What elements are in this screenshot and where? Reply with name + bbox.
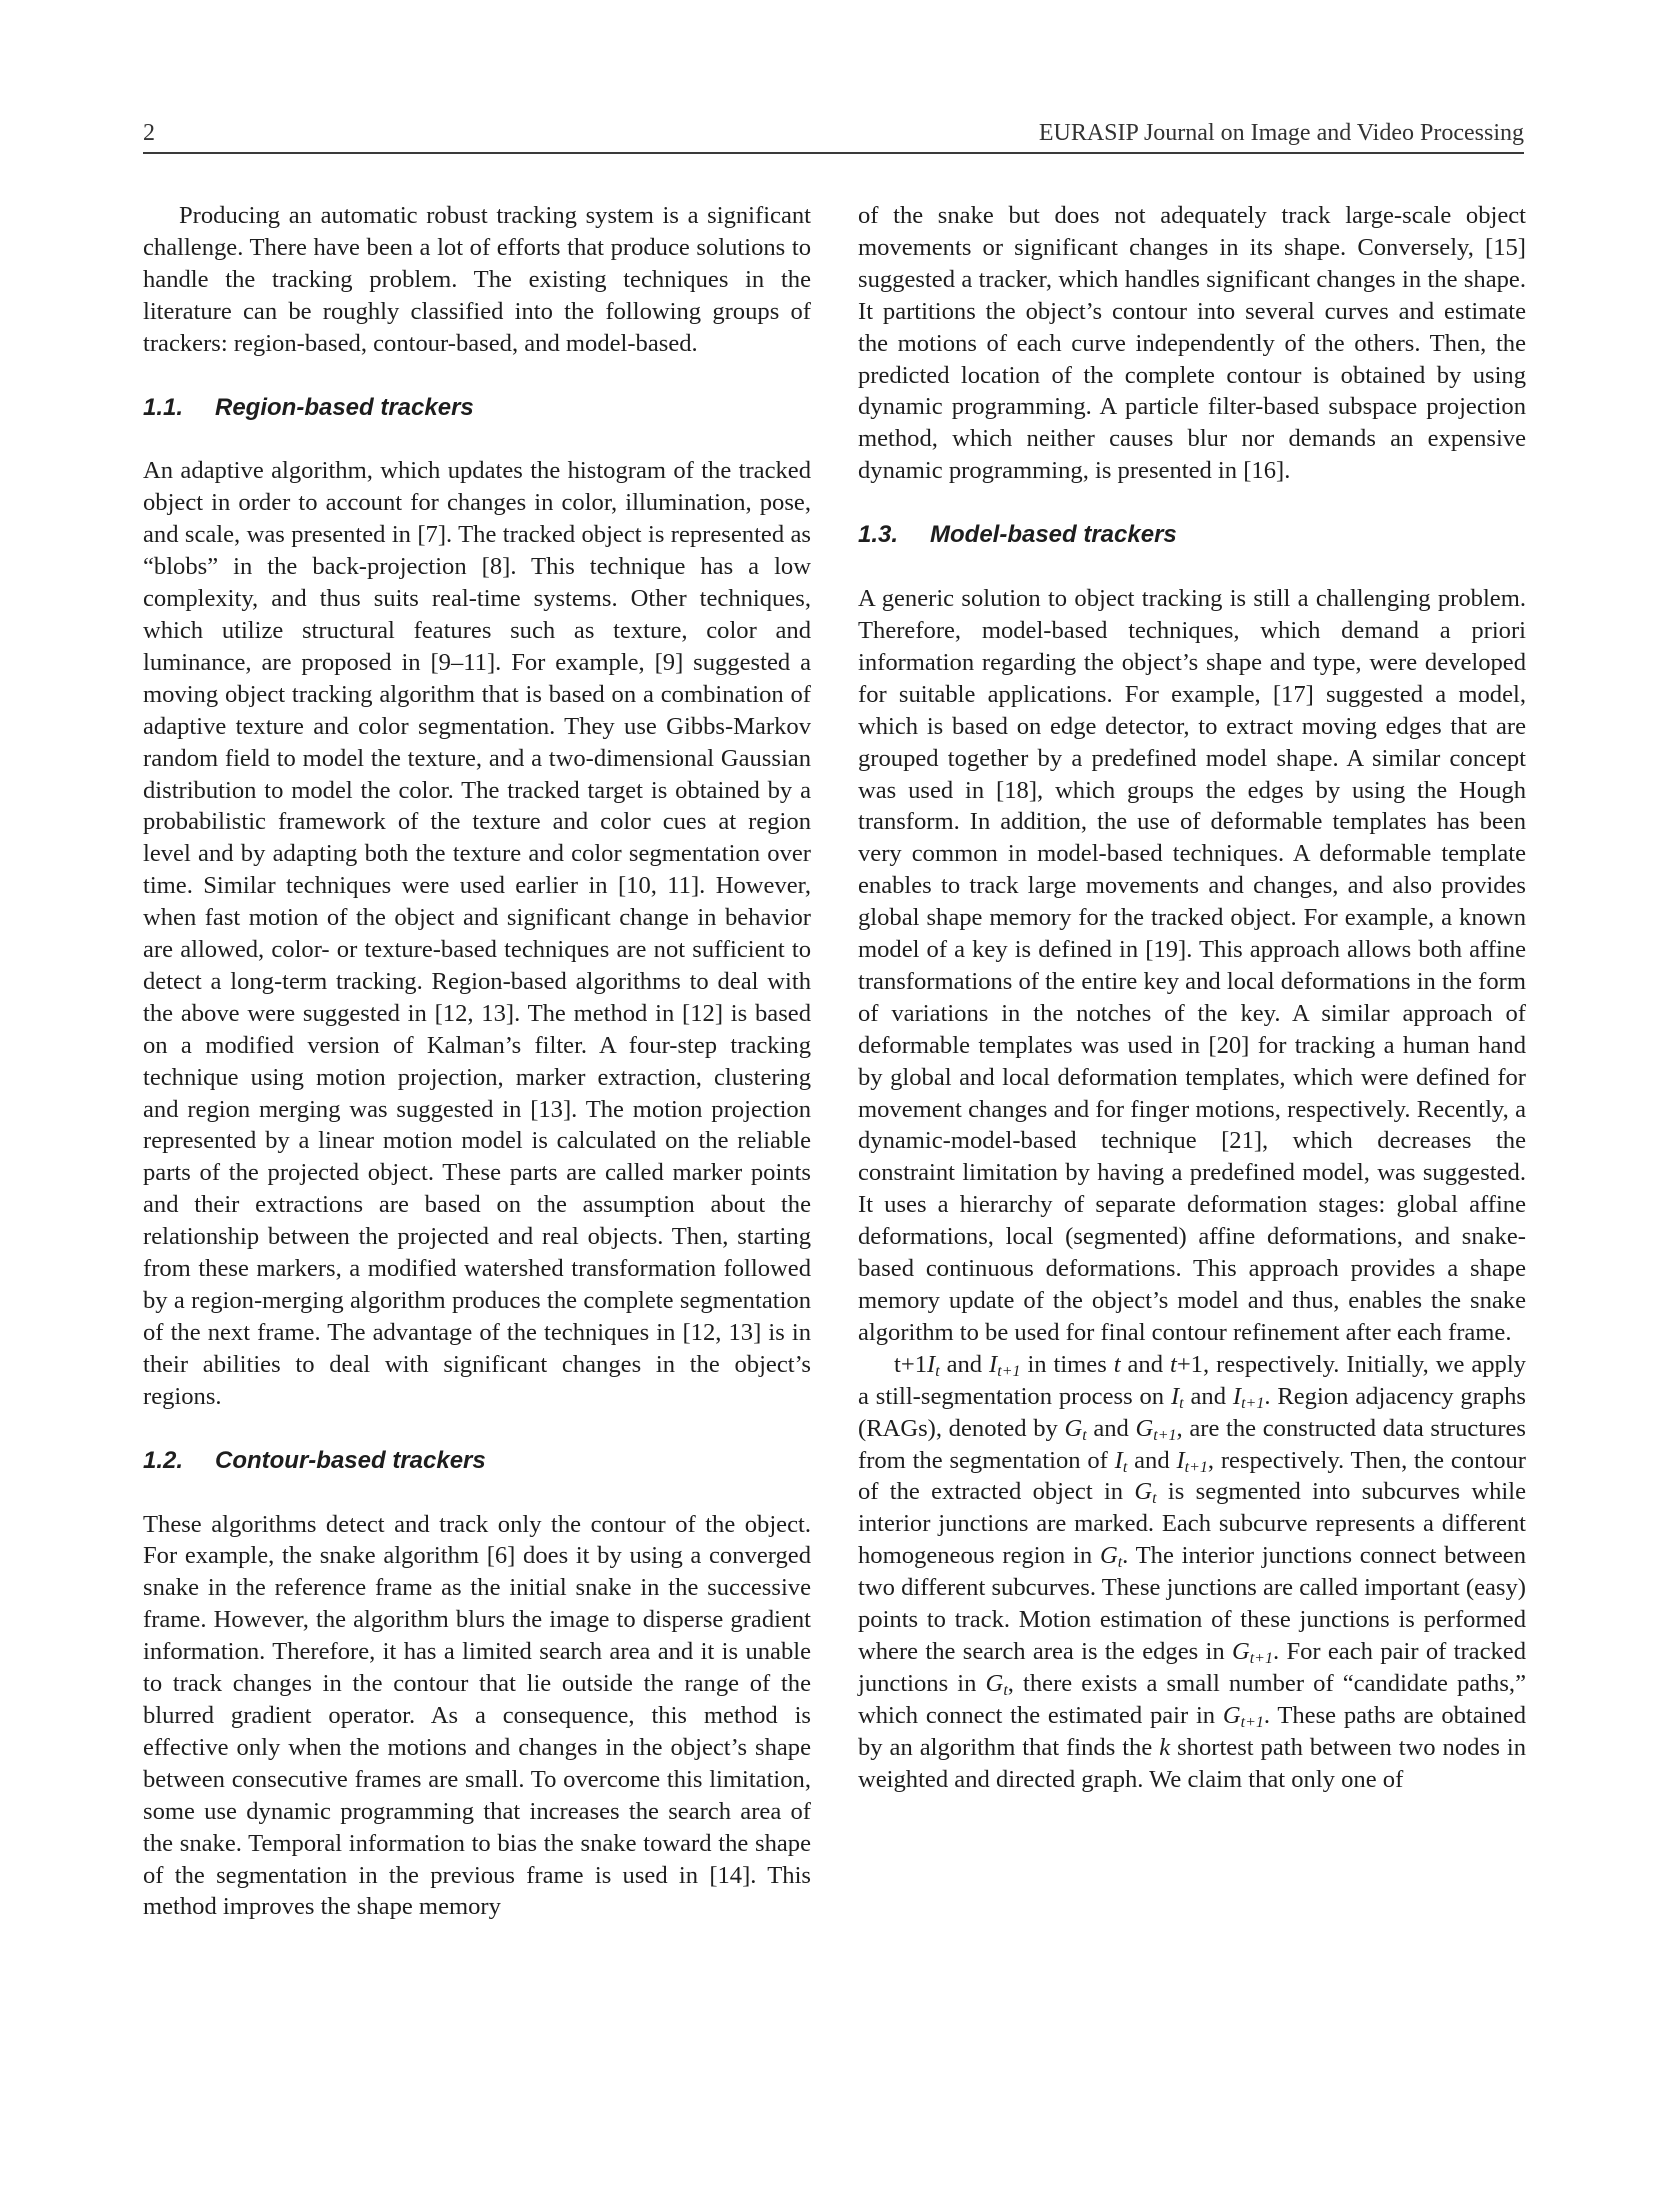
header-rule [143, 152, 1524, 154]
section-heading-1-2 [143, 1445, 811, 1477]
journal-title: EURASIP Journal on Image and Video Processing [1038, 120, 1524, 146]
contour-based-continuation: of the snake but does not adequately track large-scale object movements or significant changes in its shape. Conversely, [15] suggested a tracker, which handles significant changes in the shape. It partitions the object’s contour into several curves and estimate the motions of each curve independently of the others. Then, the predicted location of the complete contour is obtained by using dynamic programming. A particle filter-based subspace projection method, which neither causes blur nor demands an expensive dynamic programming, is presented in [16]. [858, 202, 1526, 485]
intro-paragraph: Producing an automatic robust tracking system is a significant challenge. There have been a lot of efforts that produce solutions to handle the tracking problem. The existing techniques in the literature can be roughly classified into the following groups of trackers: region-based, contour-based, and model-based. [143, 202, 811, 357]
section-heading-1-1 [143, 392, 811, 424]
section-title: Model-based trackers [930, 521, 1177, 549]
proposed-algorithm-paragraph: $t+1I_t$ and $I_{t+1}$ in times t and t+1, respectively. Initially, we apply a still-segmentation process on $I_t$ and $I_{t+1}$. Region adjacency graphs (RAGs), denoted by $G_t$ and $G_{t+1}$, are the constructed data structures from the segmentation of $I_t$ and $I_{t+1}$, respectively. Then, the contour of the extracted object in $G_t$ is segmented into subcurves while interior junctions are marked. Each subcurve represents a different homogeneous region in $G_t$. The interior junctions connect between two different subcurves. These junctions are called important (easy) points to track. Motion estimation of these junctions is performed where the search area is the edges in $G_{t+1}$. For each pair of tracked junctions in $G_t$, there exists a small number of “candidate paths,” which connect the estimated pair in $G_{t+1}$. These paths are obtained by an algorithm that finds the k shortest path between two nodes in weighted and directed graph. We claim that only one of [858, 1350, 1527, 1793]
section-title: Region-based trackers [215, 393, 474, 421]
section-heading-1-3 [858, 519, 1526, 551]
section-number: 1.3. [858, 521, 899, 549]
right-column [858, 200, 1526, 1796]
page-number: 2 [143, 120, 155, 146]
region-based-paragraph: An adaptive algorithm, which updates the histogram of the tracked object in order to account for changes in color, illumination, pose, and scale, was presented in [7]. The tracked object is represented as “blobs” in the back-projection [8]. This technique has a low complexity, and thus suits real-time systems. Other techniques, which utilize structural features such as texture, color and luminance, are proposed in [9–11]. For example, [9] suggested a moving object tracking algorithm that is based on a combination of adaptive texture and color segmentation. They use Gibbs-Markov random field to model the texture, and a two-dimensional Gaussian distribution to model the color. The tracked target is obtained by a probabilistic framework of the texture and color cues at region level and by adapting both the texture and color segmentation over time. Similar techniques were used earlier in [10, 11]. However, when fast motion of the object and significant change in behavior are allowed, color- or texture-based techniques are not sufficient to detect a long-term tracking. Region-based algorithms to deal with the above were suggested in [12, 13]. The method in [12] is based on a modified version of Kalman’s filter. A four-step tracking technique using motion projection, marker extraction, clustering and region merging was suggested in [13]. The motion projection represented by a linear motion model is calculated on the reliable parts of the projected object. These parts are called marker points and their extractions are based on the assumption about the relationship between the projected and real objects. Then, starting from these markers, a modified watershed transformation followed by a region-merging algorithm produces the complete segmentation of the next frame. The advantage of the techniques in [12, 13] is in their abilities to deal with significant changes in the object’s regions. [143, 457, 811, 1410]
section-number: 1.2. [143, 1446, 184, 1474]
left-column [143, 200, 811, 1923]
section-number: 1.1. [143, 393, 184, 421]
running-header [143, 116, 1524, 154]
section-title: Contour-based trackers [215, 1446, 486, 1474]
model-based-paragraph: A generic solution to object tracking is still a challenging problem. Therefore, model-based techniques, which demand a priori information regarding the object’s shape and type, were developed for suitable applications. For example, [17] suggested a model, which is based on edge detector, to extract moving edges that are grouped together by a predefined model shape. A similar concept was used in [18], which groups the edges by using the Hough transform. In addition, the use of deformable templates has been very common in model-based techniques. A deformable template enables to track large movements and changes, and also provides global shape memory for the tracked object. For example, a known model of a key is defined in [19]. This approach allows both affine transformations of the entire key and local deformations in the form of variations in the notches of the key. A similar approach of deformable templates was used in [20] for tracking a human hand by global and local deformation templates, which were defined for movement changes and for finger motions, respectively. Recently, a dynamic-model-based technique [21], which decreases the constraint limitation by having a predefined model, was suggested. It uses a hierarchy of separate deformation stages: global affine deformations, local (segmented) affine deformations, and snake-based continuous deformations. This approach provides a shape memory update of the object’s model and thus, enables the snake algorithm to be used for final contour refinement after each frame. [858, 585, 1526, 1346]
contour-based-paragraph: These algorithms detect and track only the contour of the object. For example, the snake algorithm [6] does it by using a converged snake in the reference frame as the initial snake in the successive frame. However, the algorithm blurs the image to disperse gradient information. Therefore, it has a limited search area and it is unable to track changes in the contour that lie outside the range of the blurred gradient operator. As a consequence, this method is effective only when the motions and changes in the object’s shape between consecutive frames are small. To overcome this limitation, some use dynamic programming that increases the search area of the snake. Temporal information to bias the snake toward the shape of the segmentation in the previous frame is used in [14]. This method improves the shape memory [143, 1510, 811, 1921]
